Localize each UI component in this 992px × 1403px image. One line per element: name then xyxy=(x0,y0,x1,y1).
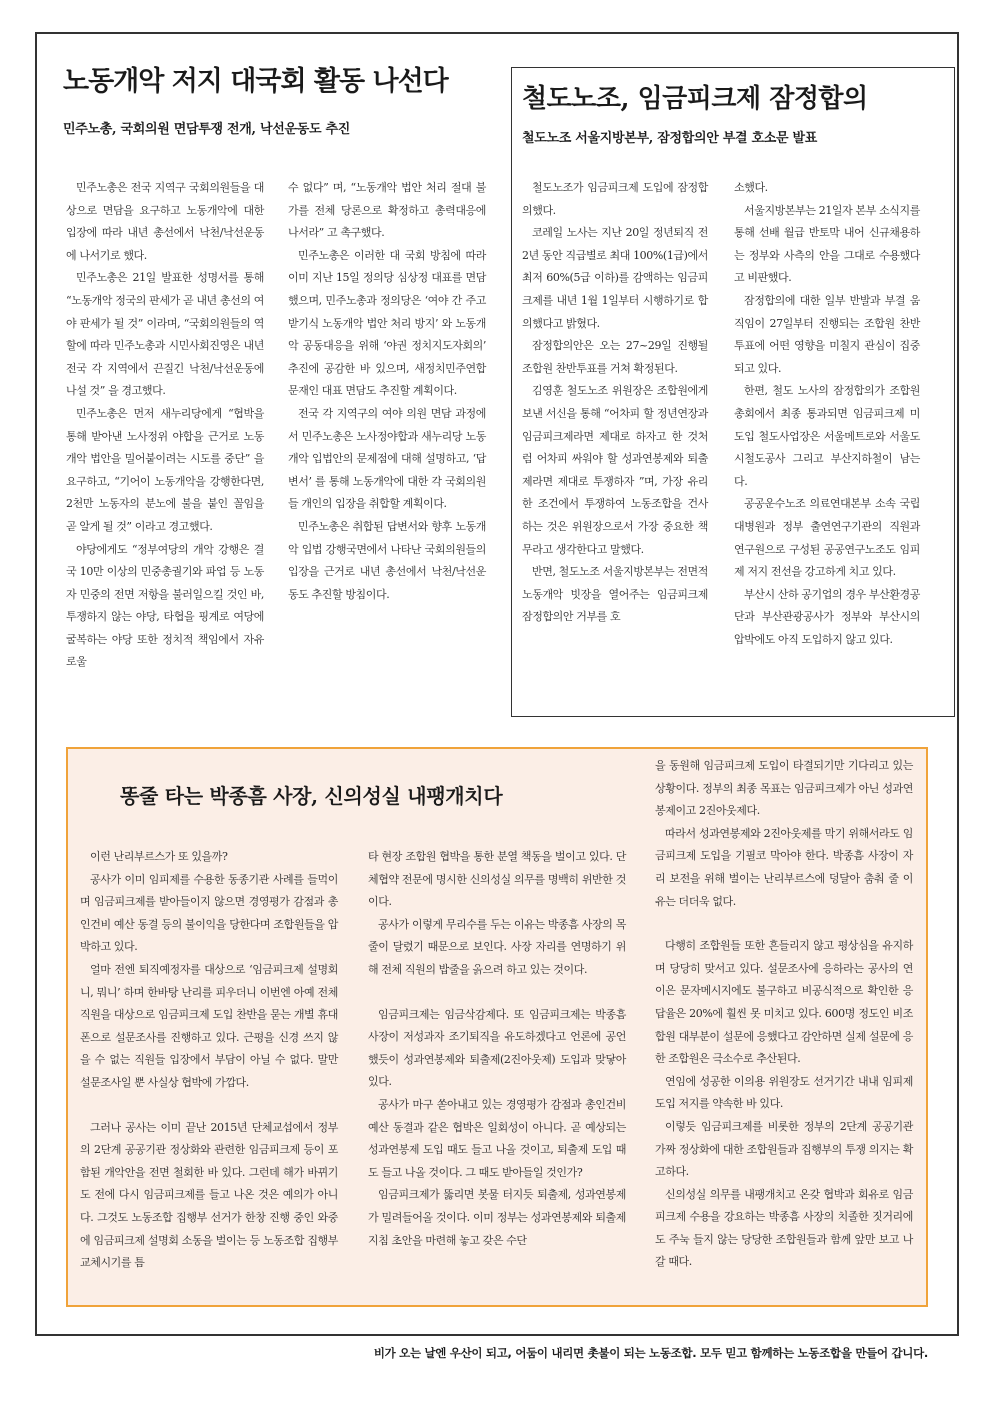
editorial-headline: 똥줄 타는 박종흠 사장, 신의성실 내팽개치다 xyxy=(120,784,503,808)
article2-column-1 xyxy=(522,177,708,629)
article1-column-2 xyxy=(288,177,486,606)
paragraph: 다행히 조합원들 또한 흔들리지 않고 평상심을 유지하며 당당히 맞서고 있다. 설문조사에 응하라는 공사의 연이은 문자메시지에도 불구하고 비공식적으로 확인한 응답율은 20%에 훨씬 못 미치고 있다. 600명 정도인 비조합원 대부분이 설문에 응했다고 감안하면 실제 설문에 응한 조합원은 극소수로 추산된다. xyxy=(655,939,913,1066)
paragraph: 그러나 공사는 이미 끝난 2015년 단체교섭에서 정부의 2단계 공공기관 정상화와 관련한 임금피크제 등이 포함된 개악안을 전면 철회한 바 있다. 그런데 해가 바뀌기도 전에 다시 임금피크제를 들고 나온 것은 예의가 아니다. 그것도 노동조합 집행부 선거가 한창 진행 중인 와중에 임금피크제 설명회 소동을 벌이는 등 노동조합 집행부 교체시기를 틈 xyxy=(80,1120,338,1270)
paragraph: 을 동원해 임금피크제 도입이 타결되기만 기다리고 있는 상황이다. 정부의 최종 목표는 임금피크제가 아닌 성과연봉제이고 2진아웃제다. xyxy=(655,759,913,818)
paragraph: 따라서 성과연봉제와 2진아웃제를 막기 위해서라도 임금피크제 도입을 기필코 막아야 한다. 박종흠 사장이 자리 보전을 위해 벌이는 난리부르스에 덩달아 춤춰 줄 이유는 더더욱 없다. xyxy=(655,826,913,908)
paragraph: 민주노총은 먼저 새누리당에게 “협박을 통해 받아낸 노사정위 야합을 근거로 노동개악 법안을 밀어붙이려는 시도를 중단” 을 요구하고, “기어이 노동개악을 강행한다면, 2천만 노동자의 분노에 불을 붙인 꼴임을 곧 알게 될 것” 이라고 경고했다. xyxy=(66,406,264,533)
paragraph: 이렇듯 임금피크제를 비롯한 정부의 2단계 공공기관 가짜 정상화에 대한 조합원들과 집행부의 투쟁 의지는 확고하다. xyxy=(655,1119,913,1179)
paragraph: 코레일 노사는 지난 20일 정년퇴직 전 2년 동안 직급별로 최대 100%(1급)에서 최저 60%(5급 이하)를 감액하는 임금피크제를 내년 1월 1일부터 시행하기로 합의했다고 밝혔다. xyxy=(522,226,708,330)
paragraph: 민주노총은 21일 발표한 성명서를 통해 “노동개악 정국의 판세가 곧 내년 총선의 여야 판세가 될 것” 이라며, “국회의원들의 역할에 따라 민주노총과 시민사회진영은 내년 전국 각 지역에서 끈질긴 낙천/낙선운동에 나설 것” 을 경고했다. xyxy=(66,271,264,398)
paragraph: 민주노총은 이러한 대 국회 방침에 따라 이미 지난 15일 정의당 심상정 대표를 면담했으며, 민주노총과 정의당은 ‘여야 간 주고받기식 노동개악 법안 처리 방지’ 와 노동개악 공동대응을 위해 ‘야권 정치지도자회의’ 추진에 공감한 바 있으며, 새정치민주연합 문재인 대표 면담도 추진할 계획이다. xyxy=(288,248,486,398)
paragraph: 공공운수노조 의료연대본부 소속 국립대병원과 정부 출연연구기관의 직원과 연구원으로 구성된 공공연구노조도 임피제 저지 전선을 강고하게 치고 있다. xyxy=(734,497,920,579)
footer-slogan: 비가 오는 날엔 우산이 되고, 어둠이 내리면 촛불이 되는 노동조합. 모두 믿고 함께하는 노동조합을 만들어 갑니다. xyxy=(373,1346,928,1360)
paragraph: 잠정합의에 대한 일부 반발과 부결 움직임이 27일부터 진행되는 조합원 찬반투표에 어떤 영향을 미칠지 관심이 집중되고 있다. xyxy=(734,293,920,375)
paragraph: 수 없다” 며, “노동개악 법안 처리 절대 불가를 전체 당론으로 확정하고 총력대응에 나서라” 고 촉구했다. xyxy=(288,181,486,240)
paragraph: 임금피크제는 임금삭감제다. 또 임금피크제는 박종흠 사장이 저성과자 조기퇴직을 유도하겠다고 언론에 공언했듯이 성과연봉제와 퇴출제(2진아웃제) 도입과 맞닿아 있다. xyxy=(368,1007,626,1089)
article1-column-1 xyxy=(66,177,264,674)
paragraph: 야당에게도 “정부여당의 개악 강행은 결국 10만 이상의 민중총궐기와 파업 등 노동자 민중의 전면 저항을 불러일으킬 것인 바, 투쟁하지 않는 야당, 타협을 핑계로 여당에 굴복하는 야당 또한 정치적 책임에서 자유로울 xyxy=(66,542,264,669)
paragraph: 서울지방본부는 21일자 본부 소식지를 통해 선배 월급 반토막 내어 신규채용하는 정부와 사측의 안을 그대로 수용했다고 비판했다. xyxy=(734,203,920,285)
paragraph: 한편, 철도 노사의 잠정합의가 조합원총회에서 최종 통과되면 임금피크제 미도입 철도사업장은 서울메트로와 서울도시철도공사 그리고 부산지하철이 남는다. xyxy=(734,384,920,488)
article2-headline: 철도노조, 임금피크제 잠정합의 xyxy=(522,84,868,114)
paragraph: 얼마 전엔 퇴직예정자를 대상으로 ‘임금피크제 설명회니, 뭐니’ 하며 한바탕 난리를 피우더니 이번엔 아예 전체 직원을 대상으로 임금피크제 도입 찬반을 묻는 개별 휴대폰으로 설문조사를 진행하고 있다. 근평을 신경 쓰지 않을 수 없는 직원들 입장에서 부담이 아닐 수 없다. 말만 설문조사일 뿐 사실상 협박에 가깝다. xyxy=(80,962,338,1089)
paragraph: 부산시 산하 공기업의 경우 부산환경공단과 부산관광공사가 정부와 부산시의 압박에도 아직 도입하지 않고 있다. xyxy=(734,587,921,646)
article2-subhead: 철도노조 서울지방본부, 잠정합의안 부결 호소문 발표 xyxy=(522,131,818,146)
paragraph: 타 현장 조합원 협박을 통한 분열 책동을 벌이고 있다. 단체협약 전문에 명시한 신의성실 의무를 명백히 위반한 것이다. xyxy=(368,850,626,909)
paragraph: 공사가 이렇게 무리수를 두는 이유는 박종흠 사장의 목줄이 달렸기 때문으로 보인다. 사장 자리를 연명하기 위해 전체 직원의 밥줄을 옭으려 하고 있는 것이다. xyxy=(368,917,626,976)
paragraph: 공사가 이미 임피제를 수용한 동종기관 사례를 들먹이며 임금피크제를 받아들이지 않으면 경영평가 감점과 총인건비 예산 동결 등의 불이익을 당한다며 조합원들을 압박하고 있다. xyxy=(80,872,338,954)
paragraph: 이런 난리부르스가 또 있을까? xyxy=(90,850,228,863)
article1-headline: 노동개악 저지 대국회 활동 나선다 xyxy=(63,66,448,97)
paragraph: 연임에 성공한 이의용 위원장도 선거기간 내내 임피제 도입 저지를 약속한 바 있다. xyxy=(655,1074,913,1111)
article1-subhead: 민주노총, 국회의원 면담투쟁 전개, 낙선운동도 추진 xyxy=(63,122,350,137)
paragraph: 전국 각 지역구의 여야 의원 면담 과정에서 민주노총은 노사정야합과 새누리당 노동개악 입법안의 문제점에 대해 설명하고, ‘답변서’ 를 통해 노동개악에 대한 각 국회의원들 개인의 입장을 취합할 계획이다. xyxy=(288,406,486,511)
paragraph: 반면, 철도노조 서울지방본부는 전면적 노동개악 빗장을 열어주는 임금피크제 잠정합의안 거부를 호 xyxy=(522,565,709,624)
editorial-column-2 xyxy=(368,846,626,1252)
paragraph: 소했다. xyxy=(734,181,768,194)
paragraph: 민주노총은 취합된 답변서와 향후 노동개악 입법 강행국면에서 나타난 국회의원들의 입장을 근거로 내년 총선에서 낙천/낙선운동도 추진할 방침이다. xyxy=(288,519,486,601)
editorial-column-1 xyxy=(80,846,338,1275)
paragraph: 김영훈 철도노조 위원장은 조합원에게 보낸 서신을 통해 “어차피 할 정년연장과 임금피크제라면 제대로 하자고 한 것처럼 어차피 싸워야 할 성과연봉제와 퇴출제라면 제대로 투쟁하자 ”며, 가장 유리한 조건에서 투쟁하여 노동조합을 건사하는 것은 위원장으로서 가장 중요한 책무라고 생각한다고 말했다. xyxy=(522,384,708,556)
paragraph: 임금피크제가 뚫리면 봇물 터지듯 퇴출제, 성과연봉제가 밀려들어올 것이다. 이미 정부는 성과연봉제와 퇴출제 지침 초안을 마련해 놓고 갖은 수단 xyxy=(368,1188,626,1247)
paragraph: 신의성실 의무를 내팽개치고 온갖 협박과 회유로 임금피크제 수용을 강요하는 박종흠 사장의 치졸한 짓거리에도 주눅 들지 않는 당당한 조합원들과 함께 앞만 보고 나갈 때다. xyxy=(655,1187,913,1269)
editorial-column-3 xyxy=(655,755,913,1274)
paragraph: 민주노총은 전국 지역구 국회의원들을 대상으로 면담을 요구하고 노동개악에 대한 입장에 따라 내년 총선에서 낙천/낙선운동에 나서기로 했다. xyxy=(66,181,264,262)
article2-column-2 xyxy=(734,177,920,651)
paragraph: 잠정합의안은 오는 27~29일 진행될 조합원 찬반투표를 거쳐 확정된다. xyxy=(522,339,708,375)
paragraph: 공사가 마구 쏟아내고 있는 경영평가 감점과 총인건비 예산 동결과 같은 협박은 일회성이 아니다. 곧 예상되는 성과연봉제 도입 때도 들고 나올 것이고, 퇴출제 도입 때도 들고 나올 것이다. 그 때도 받아들일 것인가? xyxy=(368,1097,626,1179)
paragraph: 철도노조가 임금피크제 도입에 잠정합의했다. xyxy=(522,181,708,217)
